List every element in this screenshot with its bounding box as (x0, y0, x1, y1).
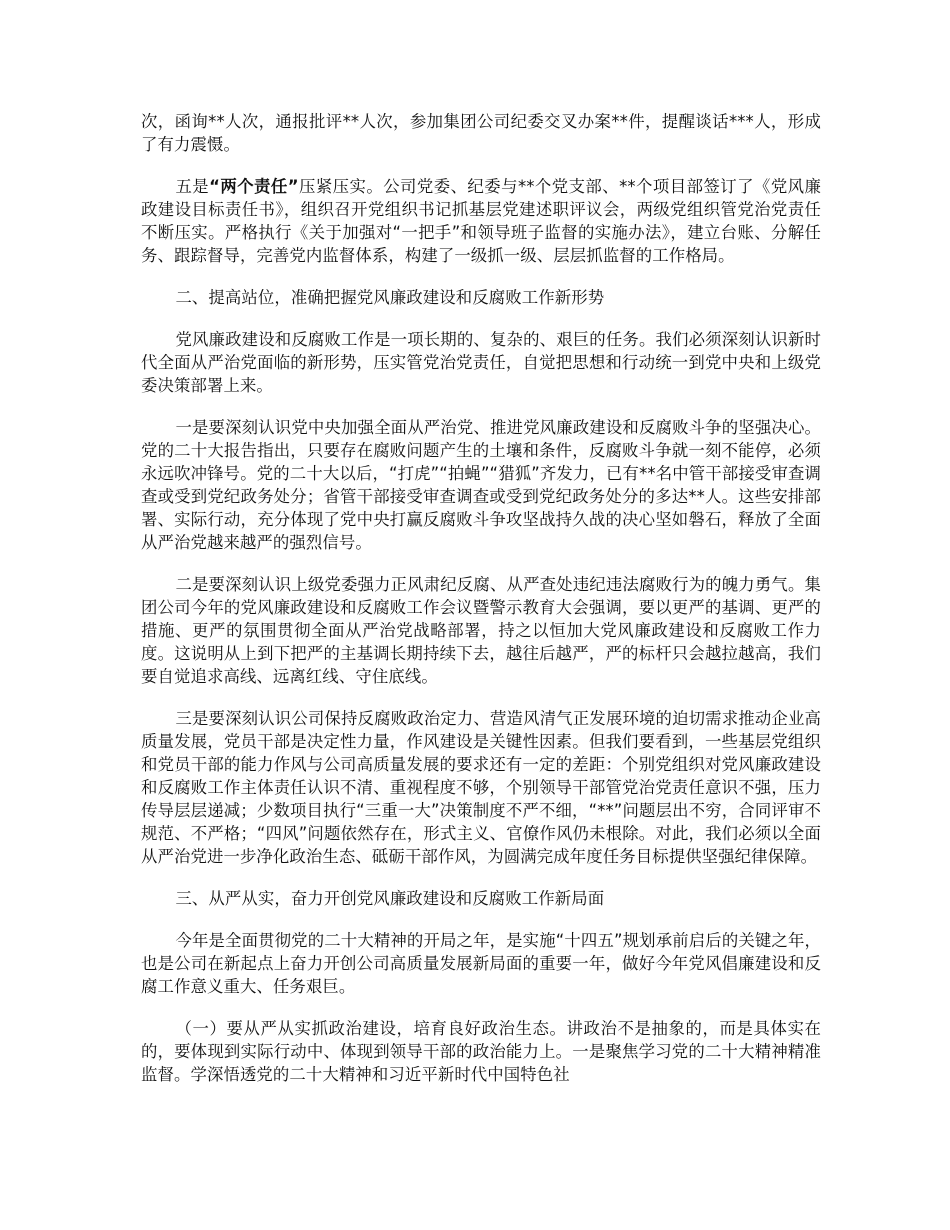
document-body (141, 110, 821, 1105)
paragraph-lead: 五是 (175, 177, 210, 196)
paragraph-point-two: 二是要深刻认识上级党委强力正风肃纪反腐、从严查处违纪违法腐败行为的魄力勇气。集团公司今年的党风廉政建设和反腐败工作会议暨警示教育大会强调，要以更严的基调、更严的措施、更严的氛围贯彻全面从严治党战略部署，持之以恒加大党风廉政建设和反腐败工作力度。这说明从上到下把严的主基调长期持续下去，越往后越严，严的标杆只会越拉越高，我们要自觉追求高线、远离红线、守住底线。 (141, 575, 821, 686)
paragraph-lead-bold: “两个责任” (209, 177, 299, 196)
paragraph-political-building: （一）要从严从实抓政治建设，培育良好政治生态。讲政治不是抽象的，而是具体实在的，要体现到实际行动中、体现到领导干部的政治能力上。一是聚焦学习党的二十大精神精准监督。学深悟透党的二十大精神和习近平新时代中国特色社 (141, 1019, 821, 1084)
paragraph-text: 压紧压实。公司党委、纪委与**个党支部、**个项目部签订了《党风廉政建设目标责任书》，组织召开党组织书记抓基层党建述职评议会，两级党组织管党治党责任不断压实。严格执行《关于加强对“一把手”和领导班子监督的实施办法》，建立台账、分解任务、跟踪督导，完善党内监督体系，构建了一级抓一级、层层抓监督的工作格局。 (141, 177, 821, 265)
paragraph-point-one: 一是要深刻认识党中央加强全面从严治党、推进党风廉政建设和反腐败斗争的坚强决心。党的二十大报告指出，只要存在腐败问题产生的土壤和条件，反腐败斗争就一刻不能停，必须永远吹冲锋号。党的二十大以后，“打虎”“拍蝇”“猎狐”齐发力，已有**名中管干部接受审查调查或受到党纪政务处分；省管干部接受审查调查或受到党纪政务处分的多达**人。这些安排部署、实际行动，充分体现了党中央打赢反腐败斗争攻坚战持久战的决心坚如磐石，释放了全面从严治党越来越严的强烈信号。 (141, 418, 821, 552)
section-heading-two: 二、提高站位，准确把握党风廉政建设和反腐败工作新形势 (175, 288, 605, 307)
paragraph-intro-situation: 党风廉政建设和反腐败工作是一项长期的、复杂的、艰巨的任务。我们必须深刻认识新时代全面从严治党面临的新形势，压实管党治党责任，自觉把思想和行动统一到党中央和上级党委决策部署上来。 (141, 330, 821, 395)
paragraph-point-three: 三是要深刻认识公司保持反腐败政治定力、营造风清气正发展环境的迫切需求推动企业高质量发展，党员干部是决定性力量，作风建设是关键性因素。但我们要看到，一些基层党组织和党员干部的能力作风与公司高质量发展的要求还有一定的差距：个别党组织对党风廉政建设和反腐败工作主体责任认识不清、重视程度不够，个别领导干部管党治党责任意识不强，压力传导层层递减；少数项目执行“三重一大”决策制度不严不细，“**”问题层出不穷，合同评审不规范、不严格；“四风”问题依然存在，形式主义、官僚作风仍未根除。对此，我们必须以全面从严治党进一步净化政治生态、砥砺干部作风，为圆满完成年度任务目标提供坚强纪律保障。 (141, 709, 821, 866)
paragraph-year-context: 今年是全面贯彻党的二十大精神的开局之年，是实施“十四五”规划承前启后的关键之年，也是公司在新起点上奋力开创公司高质量发展新局面的重要一年，做好今年党风倡廉建设和反腐工作意义重大、任务艰巨。 (141, 931, 821, 996)
paragraph-continuation: 次，函询**人次，通报批评**人次，参加集团公司纪委交叉办案**件，提醒谈话***人，形成了有力震慑。 (141, 112, 821, 154)
section-heading-three: 三、从严从实，奋力开创党风廉政建设和反腐败工作新局面 (175, 889, 605, 908)
paragraph-two-responsibilities (141, 175, 821, 267)
